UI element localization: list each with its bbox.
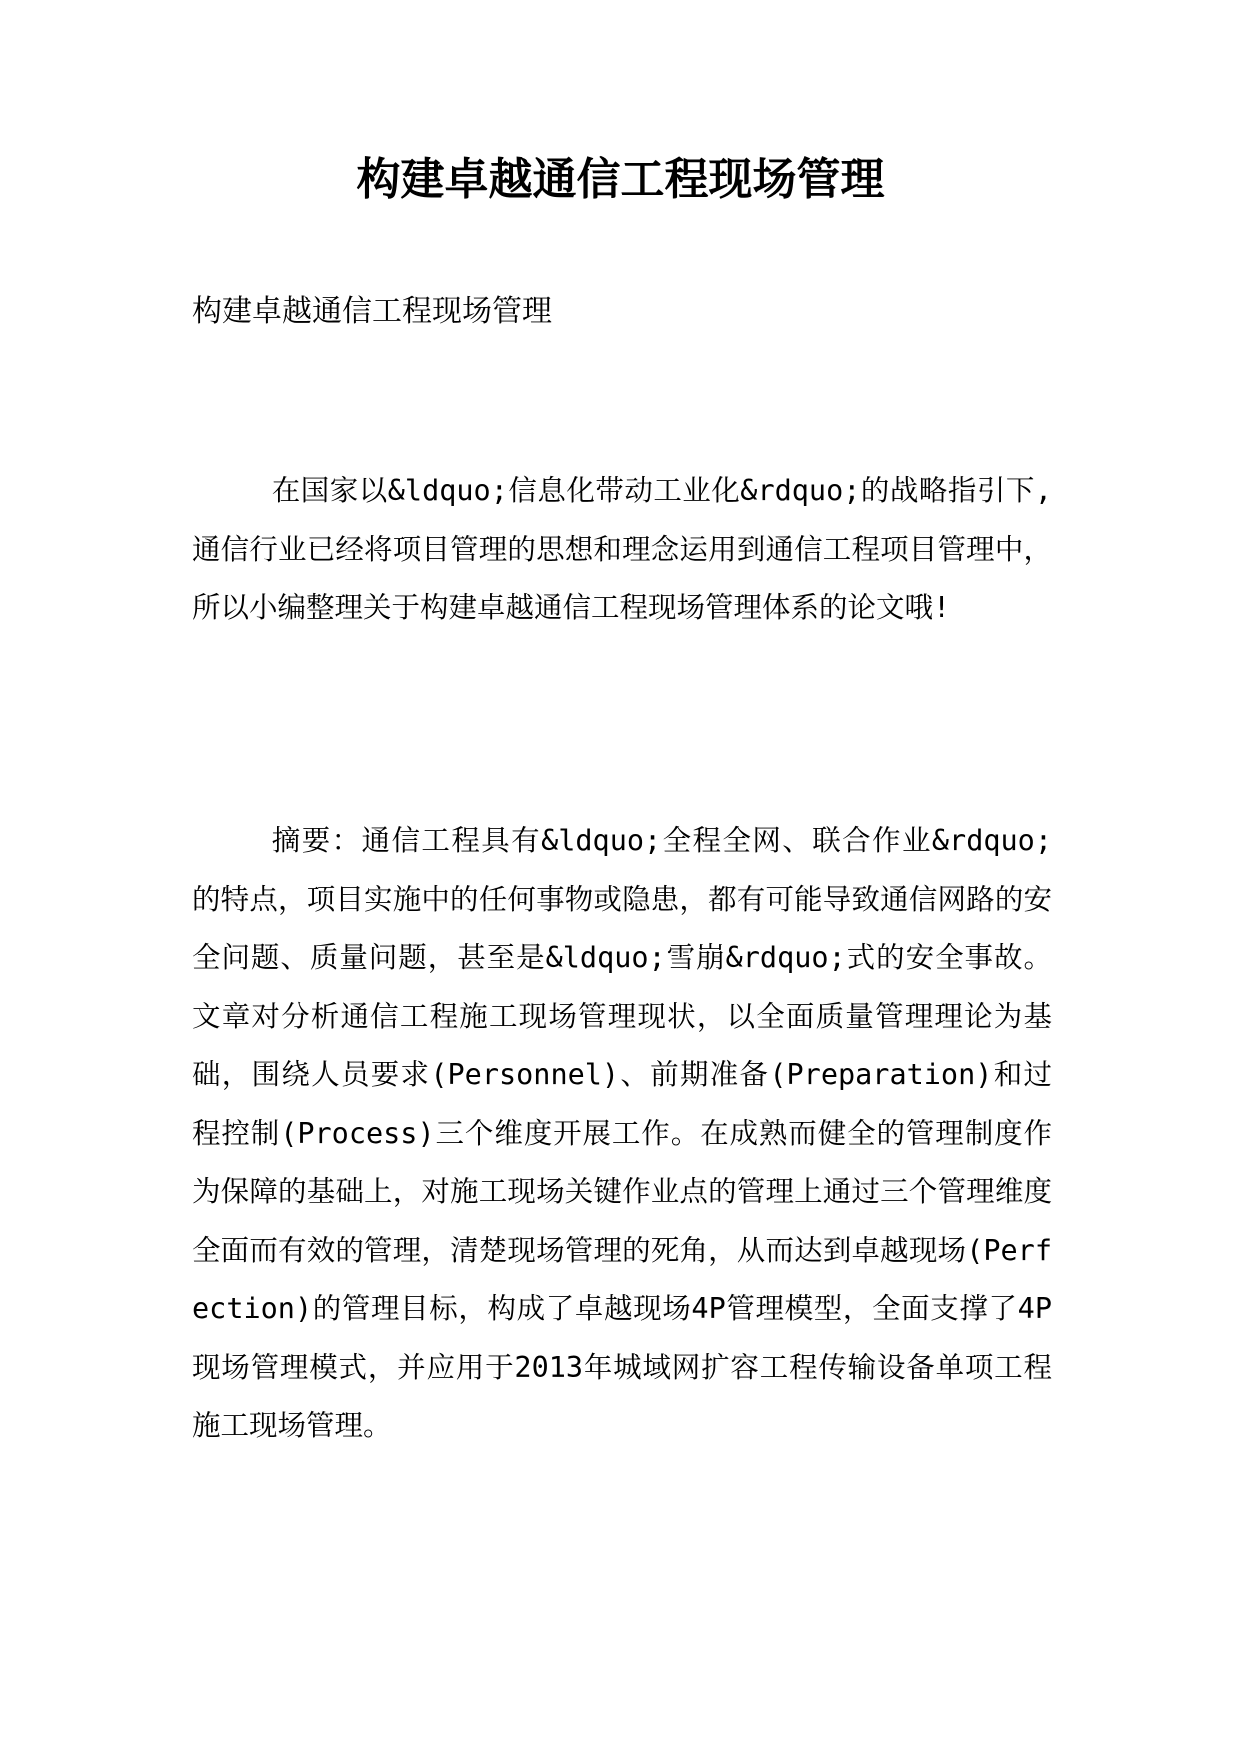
- document-title: 构建卓越通信工程现场管理: [356, 154, 885, 205]
- document-subtitle: 构建卓越通信工程现场管理: [192, 294, 552, 329]
- intro-paragraph: 在国家以&ldquo;信息化带动工业化&rdquo;的战略指引下,通信行业已经将项目管理的思想和理念运用到通信工程项目管理中，所以小编整理关于构建卓越通信工程现场管理体系的论文哦!: [192, 474, 1052, 624]
- abstract-paragraph: 摘要：通信工程具有&ldquo;全程全网、联合作业&rdquo;的特点，项目实施中的任何事物或隐患，都有可能导致通信网路的安全问题、质量问题，甚至是&ldquo;雪崩&rdquo;式的安全事故。文章对分析通信工程施工现场管理现状，以全面质量管理理论为基础，围绕人员要求(Personnel)、前期准备(Preparation)和过程控制(Process)三个维度开展工作。在成熟而健全的管理制度作为保障的基础上，对施工现场关键作业点的管理上通过三个管理维度全面而有效的管理，清楚现场管理的死角，从而达到卓越现场(Perfection)的管理目标，构成了卓越现场4P管理模型，全面支撑了4P现场管理模式，并应用于2013年城域网扩容工程传输设备单项工程施工现场管理。: [192, 824, 1052, 1442]
